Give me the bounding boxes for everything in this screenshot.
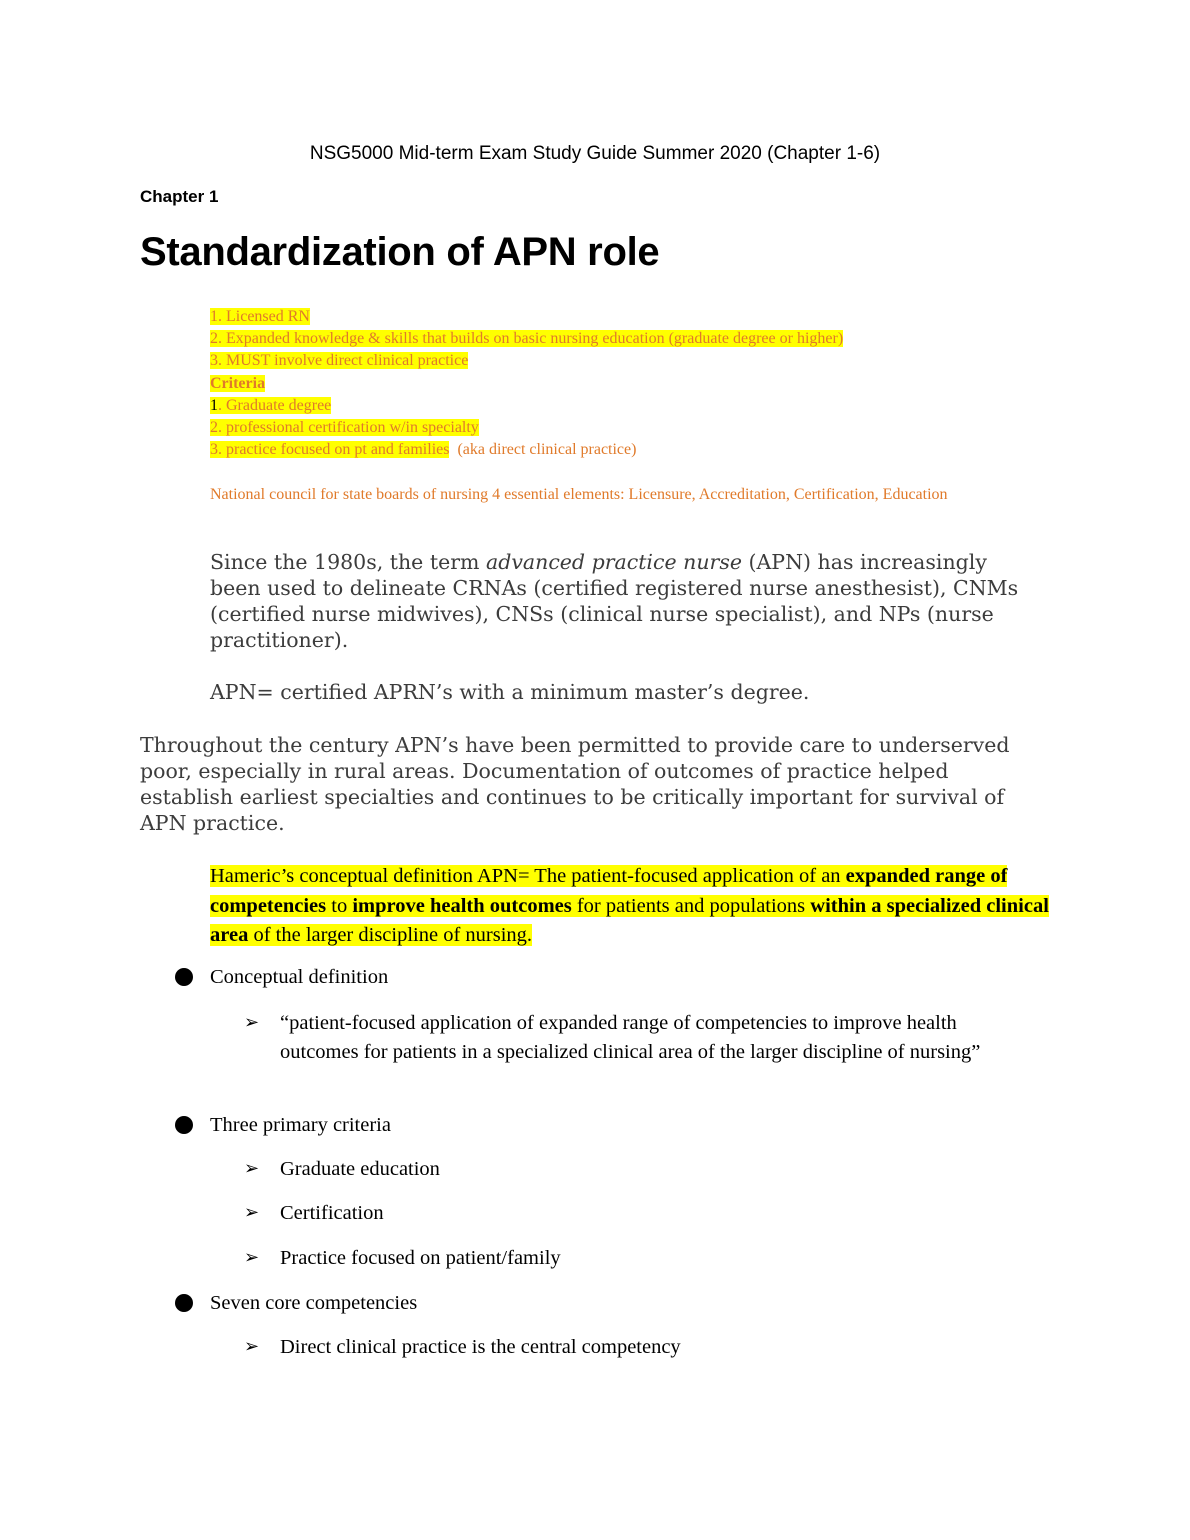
chapter-label: Chapter 1 [140,187,219,206]
outline-subitem: “patient-focused application of expanded range of competencies to improve health outcomes for patients in a specialized clinical area of the larger discipline of nursing” [280,1012,981,1063]
ncsbn-note: National council for state boards of nursing 4 essential elements: Licensure, Accreditation, Certification, Education [210,486,948,503]
filled-circle-icon [175,968,193,986]
page-title: Standardization of APN role [140,230,660,274]
criteria-heading: Criteria [210,374,266,392]
italic-term: advanced practice nurse [485,550,742,574]
outline-subitem: Practice focused on patient/family [280,1247,561,1269]
outline-subitem: Certification [280,1202,384,1224]
requirement-item: 2. Expanded knowledge & skills that builds on basic nursing education (graduate degree or higher) [210,330,844,348]
paragraph-text: (APN) has increasingly been used to delineate CRNAs (certified registered nurse anesthesist), CNMs (certified nurse midwives), CNSs (clinical nurse specialist), and NPs (nurse practitioner). [210,550,1019,652]
definition-bold: improve health outcomes [352,894,572,917]
definition-text: of the larger discipline of nursing. [248,924,533,946]
outline-item-conceptual: Conceptual definition [210,966,389,988]
arrowhead-bullet-icon: ➢ [244,1202,260,1223]
outline-subitem: Graduate education [280,1158,440,1180]
requirements-block [210,306,1040,461]
definition-text: to [326,894,353,917]
requirement-item: 3. MUST involve direct clinical practice [210,352,469,370]
definition-text: Hameric’s conceptual definition APN= The patient-focused application of an [210,865,846,887]
definition-text: for patients and populations [571,894,811,917]
outline-item-competencies: Seven core competencies [210,1292,418,1314]
apn-history-paragraph [210,549,1040,653]
paragraph-text: Since the 1980s, the term [210,550,486,574]
criteria-item: 3. practice focused on pt and families [210,441,450,459]
outline-item-criteria: Three primary criteria [210,1114,391,1136]
outline-subitem: Direct clinical practice is the central competency [280,1336,681,1358]
criteria-item: 2. professional certification w/in specialty [210,419,479,437]
criteria-item: . Graduate degree [218,396,332,414]
document-header: NSG5000 Mid-term Exam Study Guide Summer 2020 (Chapter 1-6) [309,143,881,164]
apn-definition: APN= certified APRN’s with a minimum master’s degree. [210,680,810,704]
arrowhead-bullet-icon: ➢ [244,1012,260,1033]
criteria-note: (aka direct clinical practice) [457,441,637,459]
criteria-number: 1 [210,396,218,414]
definition-bold: expanded range of competencies [210,865,1008,917]
hameric-definition [210,862,1050,951]
arrowhead-bullet-icon: ➢ [244,1336,260,1357]
filled-circle-icon [175,1116,193,1134]
definition-bold: within a specialized clinical area [210,894,1049,946]
arrowhead-bullet-icon: ➢ [244,1158,260,1179]
arrowhead-bullet-icon: ➢ [244,1247,260,1268]
apn-century-paragraph: Throughout the century APN’s have been permitted to provide care to underserved poor, especially in rural areas. Documentation of outcomes of practice helped establish earliest specialties and continues to be critically important for survival of APN practice. [140,733,1010,835]
requirement-item: 1. Licensed RN [210,308,310,325]
filled-circle-icon [175,1294,193,1312]
